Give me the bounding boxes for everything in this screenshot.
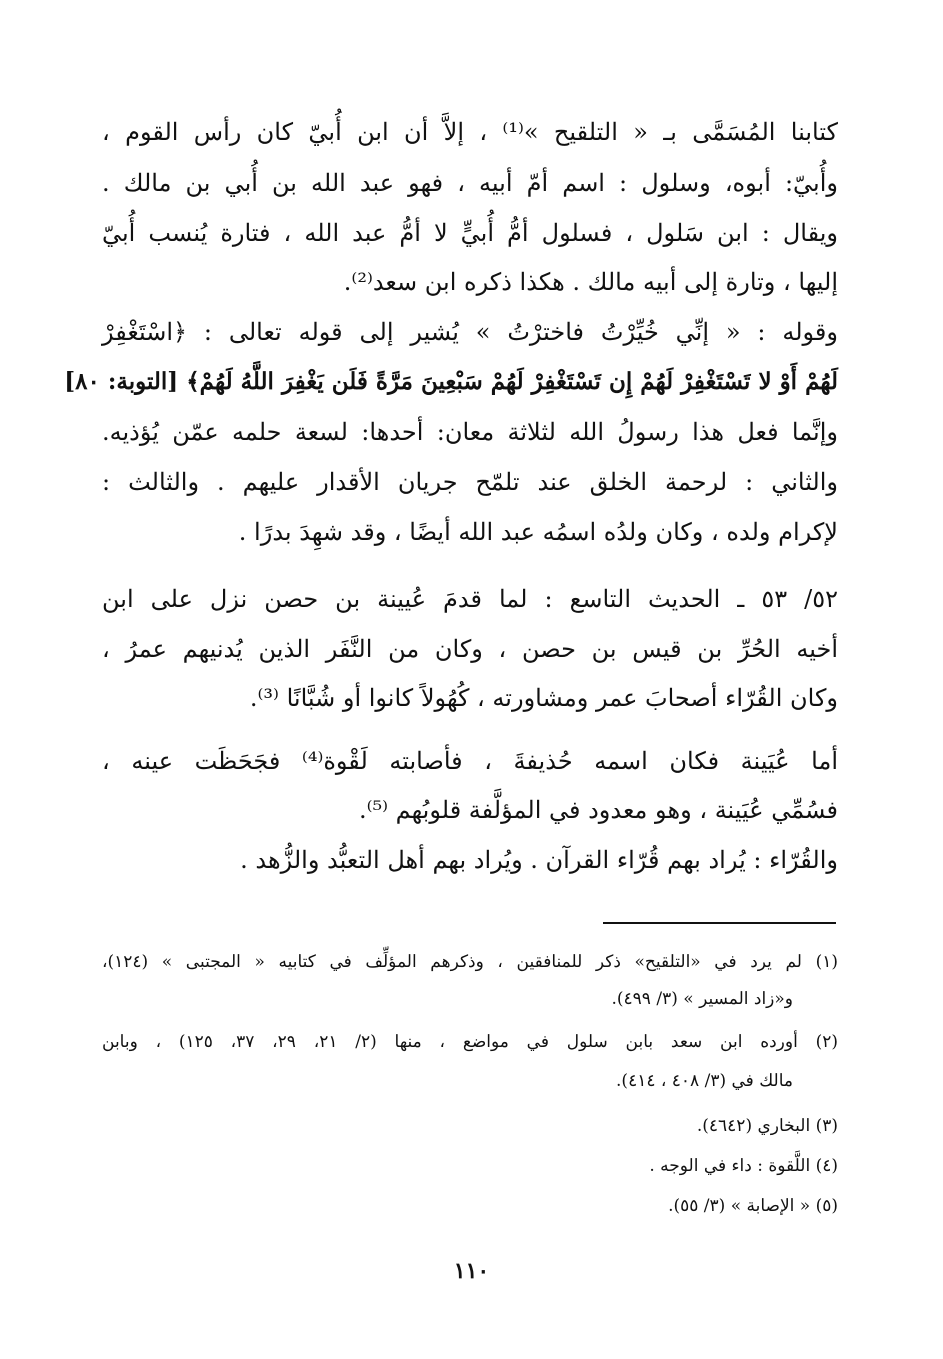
body-line-12: وكان القُرّاء أصحابَ عمر ومشاورته ، كُهُولاً كانوا أو شُبَّانًا ⁽³⁾. xyxy=(249,684,838,712)
body-line-3: ويقال : ابن سَلول ، فسلول أمُّ أُبيٍّ لا أمُّ عبد الله ، فتارة يُنسب أُبيّ xyxy=(102,219,838,247)
body-line-8: والثاني : لرحمة الخلق عند تلمّح جريان الأقدار عليهم . والثالث : xyxy=(102,468,839,496)
footnote-4: (٤) اللَّقوة : داء في الوجه . xyxy=(649,1156,838,1176)
body-line-11: أخيه الحُرِّ بن قيس بن حصن ، وكان من النَّفَر الذين يُدنيهم عمرُ ، xyxy=(102,635,838,663)
body-line-4: إليها ، وتارة إلى أبيه مالك . هكذا ذكره ابن سعد⁽²⁾. xyxy=(343,268,838,296)
footnote-2: (٢) أورده ابن سعد بابن سلول في مواضع ، منها (٢/ ٢١، ٢٩، ٣٧، ١٢٥) ، وبابن xyxy=(102,1032,839,1052)
body-line-9: لإكرام ولده ، وكان ولدُه اسمُه عبد الله أيضًا ، وقد شهِدَ بدرًا . xyxy=(238,518,838,546)
quran-verse-line: لَهُمْ أَوْ لا تَسْتَغْفِرْ لَهُمْ إِن تَسْتَغْفِرْ لَهُمْ سَبْعِينَ مَرَّةً فَلَن يَغْفِرَ اللَّهُ لَهُمْ﴾ [التوبة: ٨٠] xyxy=(64,368,838,395)
body-line-15: والقُرّاء : يُراد بهم قُرّاء القرآن . ويُراد بهم أهل التعبُّد والزُّهد . xyxy=(240,846,838,874)
footnote-5: (٥) « الإصابة » (٣/ ٥٥). xyxy=(668,1196,838,1216)
page-number: ١١٠ xyxy=(453,1258,490,1284)
body-line-1: كتابنا المُسَمَّى بـ « التلقيح »⁽¹⁾ ، إلاَّ أن ابن أُبيّ كان رأس القوم ، xyxy=(102,118,838,146)
body-line-2: وأُبيّ: أبوه، وسلول : اسم أمّ أبيه ، فهو عبد الله بن أُبي بن مالك . xyxy=(102,169,838,197)
footnote-1: (١) لم يرد في «التلقيح» ذكر للمنافقين ، وذكرهم المؤلِّف في كتابيه « المجتبى » (١٢٤)، xyxy=(102,952,838,972)
body-line-13: أما عُيَينة فكان اسمه حُذيفةَ ، فأصابته لَقْوة⁽⁴⁾ فجَحَظَت عينه ، xyxy=(102,747,838,775)
footnote-separator xyxy=(603,922,836,924)
body-line-7: وإنَّما فعل هذا رسولُ الله لثلاثة معان: أحدها: لسعة حلمه عمّن يُؤذيه. xyxy=(102,418,838,446)
footnote-2-cont: مالك في (٣/ ٤٠٨ ، ٤١٤). xyxy=(616,1071,793,1091)
footnote-3: (٣) البخاري (٤٦٤٢). xyxy=(696,1116,838,1136)
body-line-5: وقوله : « إنِّي خُيِّرْتُ فاخترْتُ » يُشير إلى قوله تعالى : ﴿اسْتَغْفِرْ xyxy=(102,318,838,346)
hadith-heading-line: ٥٢/ ٥٣ ـ الحديث التاسع : لما قدمَ عُيينة بن حصن نزل على ابن xyxy=(102,585,838,613)
footnote-1-cont: و«زاد المسير » (٣/ ٤٩٩). xyxy=(611,989,793,1009)
body-line-14: فسُمِّي عُيَينة ، وهو معدود في المؤلَّفة قلوبُهم ⁽⁵⁾. xyxy=(358,796,838,824)
